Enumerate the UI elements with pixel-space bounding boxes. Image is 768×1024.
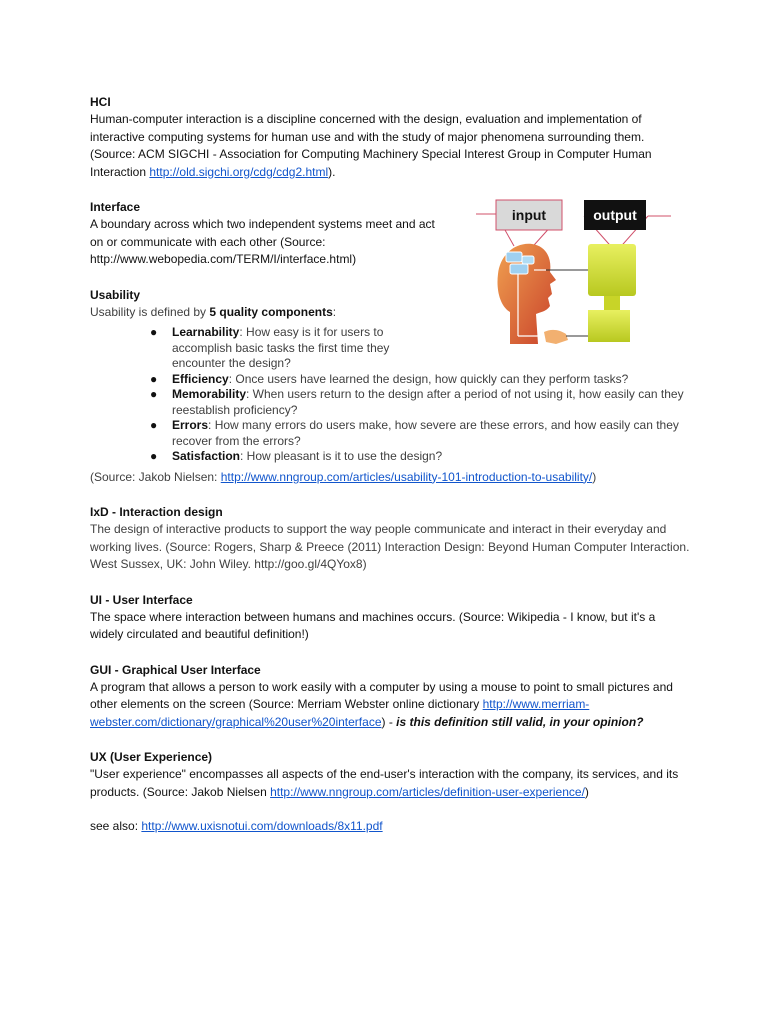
computer-base: [588, 310, 630, 342]
list-item: ● Learnability: How easy is it for users to accomplish basic tasks the first time they encounter the design?: [150, 325, 390, 370]
heading-interface: Interface: [90, 200, 141, 214]
computer-screen: [588, 244, 636, 296]
link-sigchi[interactable]: http://old.sigchi.org/cdg/cdg2.html: [149, 164, 329, 179]
usability-source-text: (Source: Jakob Nielsen:: [90, 469, 221, 484]
link-nngroup-ux[interactable]: http://www.nngroup.com/articles/definition-user-experience/: [270, 784, 585, 799]
section-hci: [90, 93, 690, 181]
interface-diagram: [466, 194, 676, 350]
gui-text: A program that allows a person to work easily with a computer by using a mouse to point to small pictures and other elements on the screen (Source: Merriam Webster online dictionary: [90, 679, 673, 711]
desc-memorability: : When users return to the design after a period of not using it, how easily can they reestablish proficiency?: [172, 387, 684, 417]
term-errors: Errors: [172, 418, 209, 432]
usability-intro-bold: 5 quality components: [209, 304, 333, 319]
term-efficiency: Efficiency: [172, 371, 229, 386]
computer-neck: [604, 296, 620, 310]
gui-mid: ) -: [381, 714, 397, 729]
section-ixd: [90, 503, 690, 574]
interface-illustration: [466, 194, 676, 350]
output-label: output: [593, 207, 637, 223]
heading-ixd: IxD - Interaction design: [90, 505, 223, 519]
ux-tail: ): [584, 784, 589, 799]
usability-source: [90, 469, 690, 487]
interface-definition: A boundary across which two independent systems meet and act on or communicate with each other (Source: http://www.webopedia.com/TERM/I/interface.html): [90, 217, 435, 266]
input-label: input: [511, 207, 547, 223]
section-gui: [90, 661, 690, 732]
list-item: ● Errors: How many errors do users make, how severe are these errors, and how easily can they recover from the errors?: [150, 418, 679, 448]
list-item: ● Memorability: When users return to the design after a period of not using it, how easily can they reestablish proficiency?: [150, 387, 684, 417]
usability-intro-colon: :: [332, 304, 337, 319]
desc-efficiency: : Once users have learned the design, how quickly can they perform tasks?: [228, 371, 629, 386]
heading-ui: UI - User Interface: [90, 592, 193, 607]
link-uxisnotui[interactable]: http://www.uxisnotui.com/downloads/8x11.pdf: [141, 819, 383, 833]
link-merriam-webster[interactable]: http://www.merriam-webster.com/dictionary/graphical%20user%20interface: [90, 697, 590, 729]
hci-text: Human-computer interaction is a discipline concerned with the design, evaluation and implementation of interactive computing systems for human use and with the study of major phenomena surrounding them. (Source: ACM SIGCHI - Association for Computing Machinery Special Interest Group in Computer Human Interaction: [90, 112, 652, 179]
hand-icon: [544, 330, 568, 344]
usability-intro-text: Usability is defined by: [90, 304, 210, 319]
ixd-definition: The design of interactive products to support the way people communicate and interact in their everyday and working lives. (Source: Rogers, Sharp & Preece (2011) Interaction Design: Beyond Human Computer Interaction. West Sussex, UK: John Wiley. http://goo.gl/4QYox8): [90, 522, 690, 571]
see-also-label: see also:: [90, 819, 142, 833]
term-satisfaction: Satisfaction: [172, 449, 241, 463]
heading-usability: Usability: [90, 287, 141, 302]
see-also: [90, 818, 690, 836]
heading-hci: HCI: [90, 95, 111, 109]
usability-source-tail: ): [592, 469, 597, 484]
ux-definition: [90, 766, 690, 801]
heading-ux: UX (User Experience): [90, 750, 213, 764]
ux-text: "User experience" encompasses all aspects of the end-user's interaction with the company, its services, and its products. (Source: Jakob Nielsen: [90, 767, 679, 799]
heading-gui: GUI - Graphical User Interface: [90, 662, 261, 677]
term-learnability: Learnability: [172, 325, 240, 339]
brain-module-icon: [506, 252, 522, 262]
brain-module-icon: [510, 264, 528, 274]
hci-definition: [90, 111, 690, 181]
section-ui: [90, 591, 690, 644]
list-item: ● Efficiency: Once users have learned the design, how quickly can they perform tasks?: [150, 371, 629, 386]
gui-definition: [90, 679, 690, 732]
list-item: ● Satisfaction: How pleasant is it to use the design?: [150, 449, 443, 463]
desc-learnability: : How easy is it for users to accomplish basic tasks the first time they encounter the design?: [172, 325, 390, 370]
hci-tail: ).: [328, 164, 336, 179]
gui-question: is this definition still valid, in your opinion?: [396, 714, 644, 729]
term-memorability: Memorability: [172, 387, 247, 401]
section-ux: [90, 748, 690, 801]
desc-errors: : How many errors do users make, how severe are these errors, and how easily can they recover from the errors?: [172, 418, 679, 448]
desc-satisfaction: : How pleasant is it to use the design?: [240, 449, 443, 463]
link-nngroup-usability[interactable]: http://www.nngroup.com/articles/usability-101-introduction-to-usability/: [220, 469, 593, 484]
ui-definition: The space where interaction between humans and machines occurs. (Source: Wikipedia - I know, but it's a widely circulated and beautiful definition!): [90, 609, 656, 641]
brain-module-icon: [522, 256, 534, 264]
